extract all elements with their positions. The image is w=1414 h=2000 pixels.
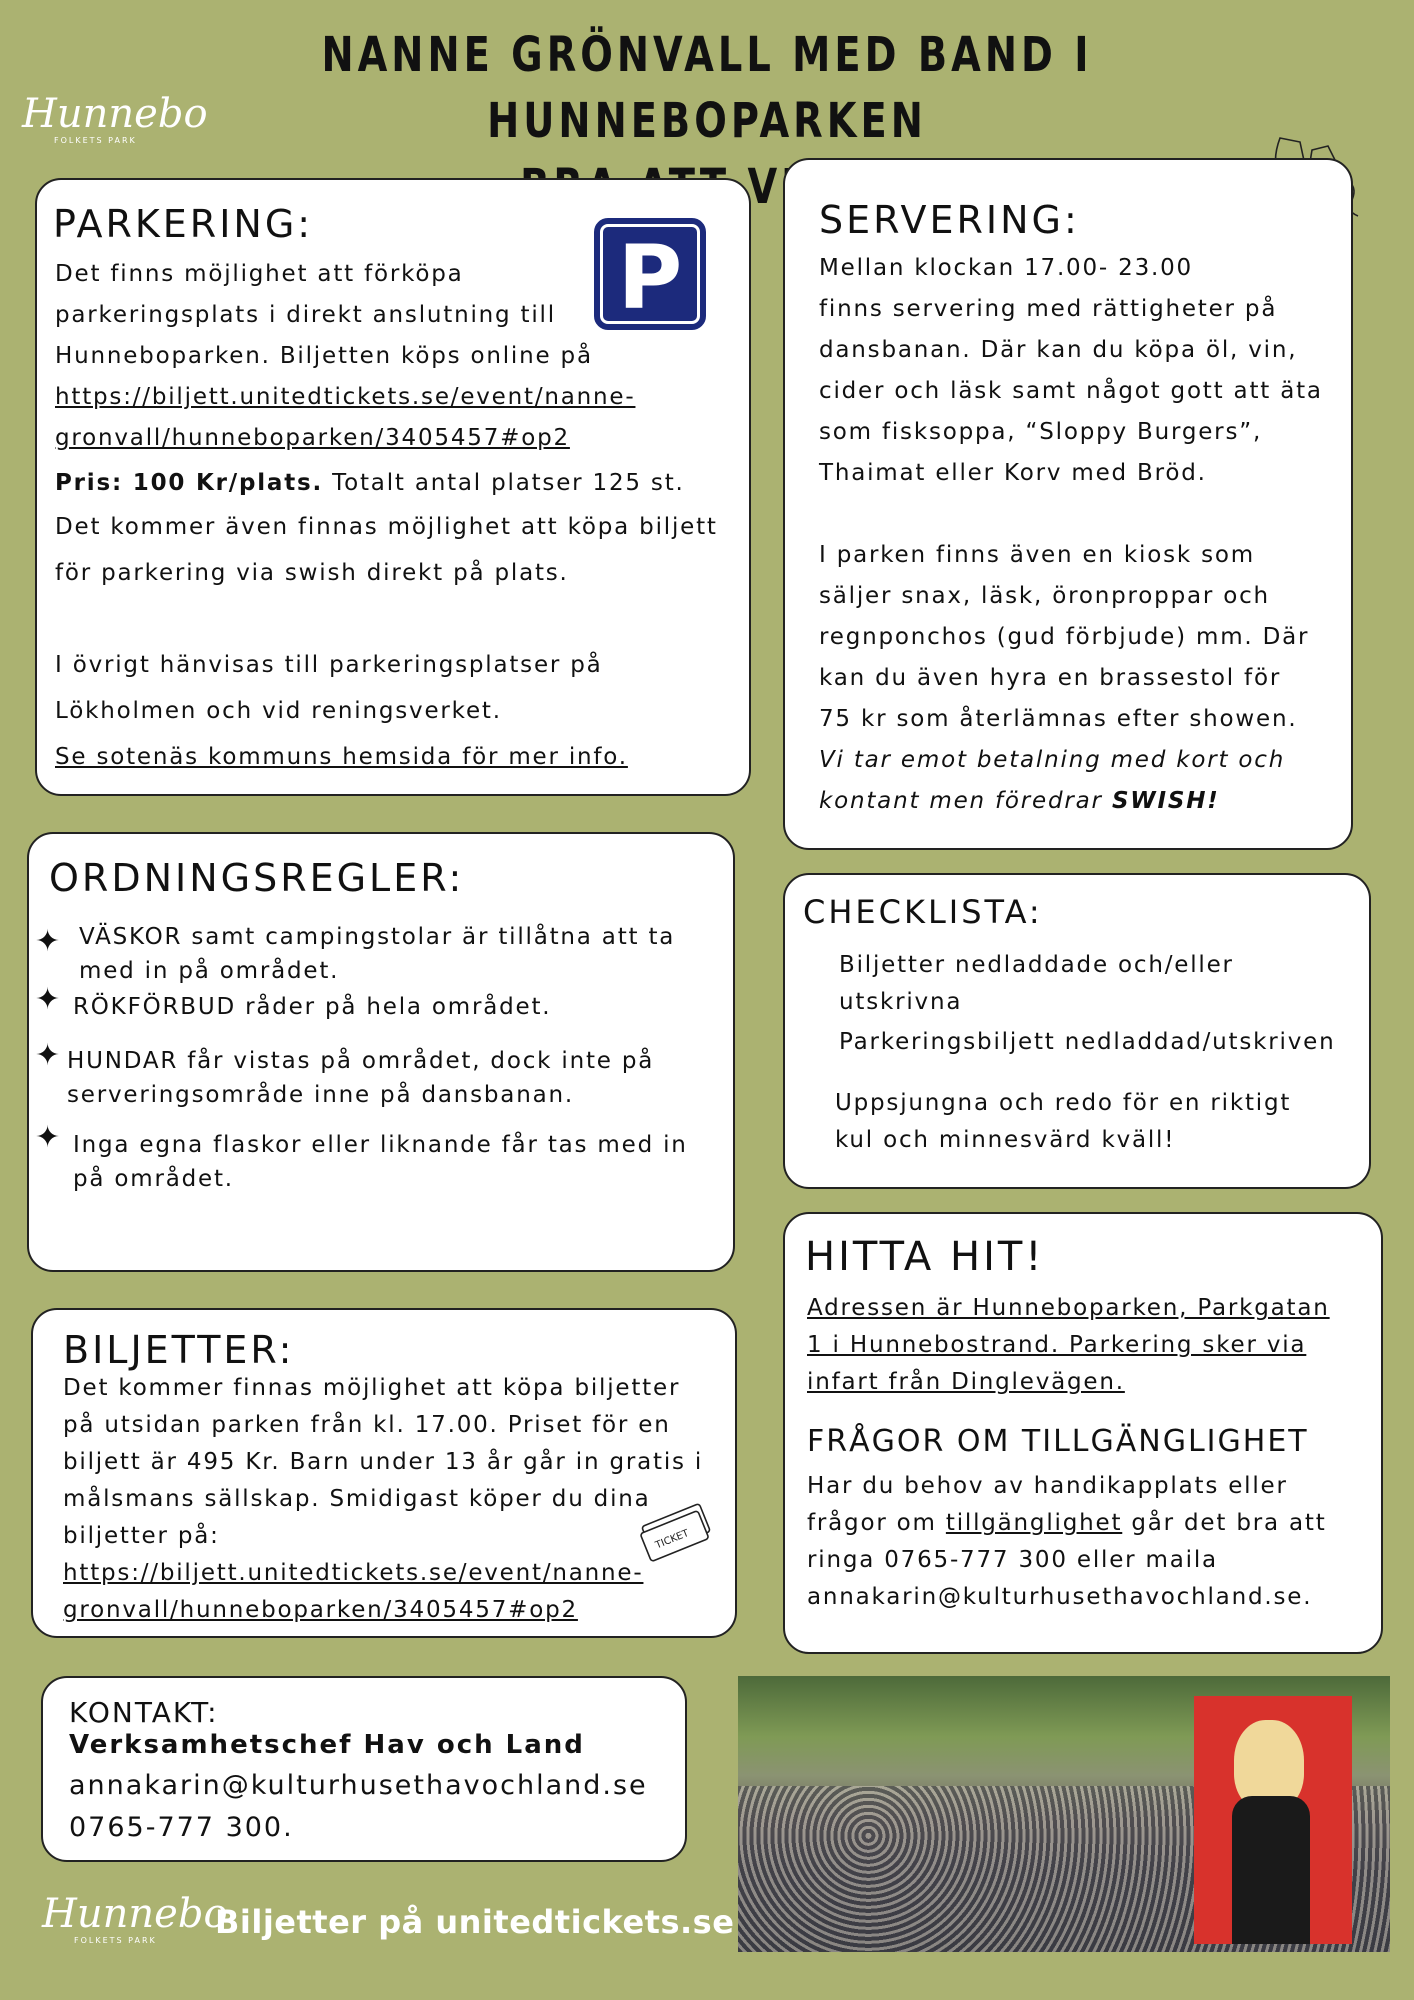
kiosk-line: 75 kr som återlämnas efter showen. <box>819 706 1298 732</box>
parkering-ticket-link-cont[interactable]: gronvall/hunneboparken/3405457#op2 <box>55 425 570 451</box>
parking-icon: P <box>594 218 706 330</box>
title-line-1: NANNE GRÖNVALL MED BAND I HUNNEBOPARKEN <box>321 27 1093 149</box>
tillganglighet-link[interactable]: tillgänglighet <box>945 1510 1123 1536</box>
kiosk-line: I parken finns även en kiosk som <box>819 542 1255 568</box>
address-text <box>807 1290 1330 1401</box>
parkering-swish-line: för parkering via swish direkt på plats. <box>55 560 569 586</box>
kiosk-line: regnponchos (gud förbjude) mm. Där <box>819 624 1310 650</box>
kiosk-line: säljer snax, läsk, öronproppar och <box>819 583 1270 609</box>
kontakt-heading: KONTAKT: <box>69 1696 219 1729</box>
star-bullet-icon: ✦ <box>35 1038 61 1073</box>
checklista-card <box>783 873 1371 1189</box>
tillganglighet-line: frågor om tillgänglighet går det bra att <box>807 1510 1327 1536</box>
parkering-line: Det finns möjlighet att förköpa <box>55 261 464 287</box>
kontakt-role: Verksamhetschef Hav och Land <box>69 1730 585 1760</box>
kiosk-line: kan du även hyra en brassestol för <box>819 665 1282 691</box>
servering-line: finns servering med rättigheter på <box>819 296 1278 322</box>
biljetter-line: Det kommer finnas möjlighet att köpa biljetter <box>63 1375 681 1401</box>
hunnebo-logo-top: Hunnebo FOLKETS PARK <box>22 91 208 145</box>
ordningsregler-heading: ORDNINGSREGLER: <box>49 856 465 900</box>
address-link-cont-2[interactable]: infart från Dinglevägen. <box>807 1369 1125 1395</box>
parkering-line: Hunneboparken. Biljetten köps online på <box>55 343 593 369</box>
tillganglighet-heading: FRÅGOR OM TILLGÄNGLIGHET <box>807 1424 1309 1459</box>
kontakt-email: annakarin@kulturhusethavochland.se <box>69 1770 648 1801</box>
parkering-other-line: I övrigt hänvisas till parkeringsplatser på <box>55 652 603 678</box>
biljetter-text <box>63 1370 733 1629</box>
rule-item: VÄSKOR samt campingstolar är tillåtna att ta med in på området. <box>79 924 676 984</box>
servering-heading: SERVERING: <box>819 198 1080 242</box>
servering-line: som fisksoppa, “Sloppy Burgers”, <box>819 419 1263 445</box>
biljetter-line: på utsidan parken från kl. 17.00. Priset för en <box>63 1412 671 1438</box>
address-link-cont[interactable]: 1 i Hunnebostrand. Parkering sker via <box>807 1332 1307 1358</box>
servering-line: Mellan klockan 17.00- 23.00 <box>819 255 1193 281</box>
kontakt-card <box>41 1676 687 1862</box>
footer-tickets-text: Biljetter på unitedtickets.se <box>215 1903 735 1941</box>
servering-line: dansbanan. Där kan du köpa öl, vin, <box>819 337 1298 363</box>
tillganglighet-text: Har du behov av handikapplats eller frågor om tillgänglighet går det bra att ringa 0765-777 300 eller maila annakarin@kulturhusethavochland.se. <box>807 1473 1327 1610</box>
address-link[interactable]: Adressen är Hunneboparken, Parkgatan <box>807 1295 1330 1321</box>
hitta-hit-card <box>783 1212 1383 1654</box>
checklist-item: Biljetter nedladdade och/eller utskrivna <box>839 952 1234 1015</box>
rule-item: HUNDAR får vistas på området, dock inte på serveringsområde inne på dansbanan. <box>67 1048 655 1108</box>
ticket-label: TICKET <box>653 1528 691 1552</box>
ticket-icon <box>637 1496 715 1562</box>
star-bullet-icon: ✦ <box>35 1120 61 1155</box>
checklist-item: Parkeringsbiljett nedladdad/utskriven <box>839 1029 1336 1055</box>
rule-item: RÖKFÖRBUD råder på hela området. <box>73 994 552 1020</box>
ordningsregler-card <box>27 832 735 1272</box>
concert-crowd-photo <box>738 1676 1390 1952</box>
biljetter-line: målsmans sällskap. Smidigast köper du dina <box>63 1486 651 1512</box>
kommun-info-link[interactable]: Se sotenäs kommuns hemsida för mer info. <box>55 744 628 770</box>
star-bullet-icon: ✦ <box>35 924 61 959</box>
parkering-line: parkeringsplats i direkt anslutning till <box>55 302 556 328</box>
checklista-heading: CHECKLISTA: <box>803 893 1043 931</box>
parkering-ticket-link[interactable]: https://biljett.unitedtickets.se/event/nanne- <box>55 384 636 410</box>
parkering-other-line: Lökholmen och vid reningsverket. <box>55 698 502 724</box>
servering-line: cider och läsk samt något gott att äta <box>819 378 1323 404</box>
payment-line: Vi tar emot betalning med kort och <box>819 747 1286 773</box>
biljetter-link[interactable]: https://biljett.unitedtickets.se/event/nanne- <box>63 1560 644 1586</box>
artist-photo <box>1194 1696 1352 1944</box>
biljetter-card <box>31 1308 737 1638</box>
parkering-swish-line: Det kommer även finnas möjlighet att köpa biljett <box>55 514 718 540</box>
parkering-price: Pris: 100 Kr/plats. Totalt antal platser 125 st. <box>55 470 685 496</box>
payment-line-2: kontant men föredrar SWISH! <box>819 788 1220 814</box>
biljetter-heading: BILJETTER: <box>63 1328 295 1372</box>
parkering-heading: PARKERING: <box>53 202 314 246</box>
hunnebo-logo-bottom: Hunnebo FOLKETS PARK <box>42 1891 228 1945</box>
servering-line: Thaimat eller Korv med Bröd. <box>819 460 1207 486</box>
servering-card <box>783 158 1353 850</box>
servering-text <box>819 248 1349 822</box>
rule-item: Inga egna flaskor eller liknande får tas med in på området. <box>73 1132 688 1192</box>
kontakt-phone: 0765-777 300. <box>69 1812 294 1843</box>
hitta-heading: HITTA HIT! <box>805 1234 1045 1280</box>
star-bullet-icon: ✦ <box>35 982 61 1017</box>
biljetter-line: biljett är 495 Kr. Barn under 13 år går in gratis i <box>63 1449 704 1475</box>
biljetter-line: biljetter på: <box>63 1523 220 1549</box>
checklist-closing: Uppsjungna och redo för en riktigt kul och minnesvärd kväll! <box>835 1090 1292 1153</box>
biljetter-link-cont[interactable]: gronvall/hunneboparken/3405457#op2 <box>63 1597 578 1623</box>
